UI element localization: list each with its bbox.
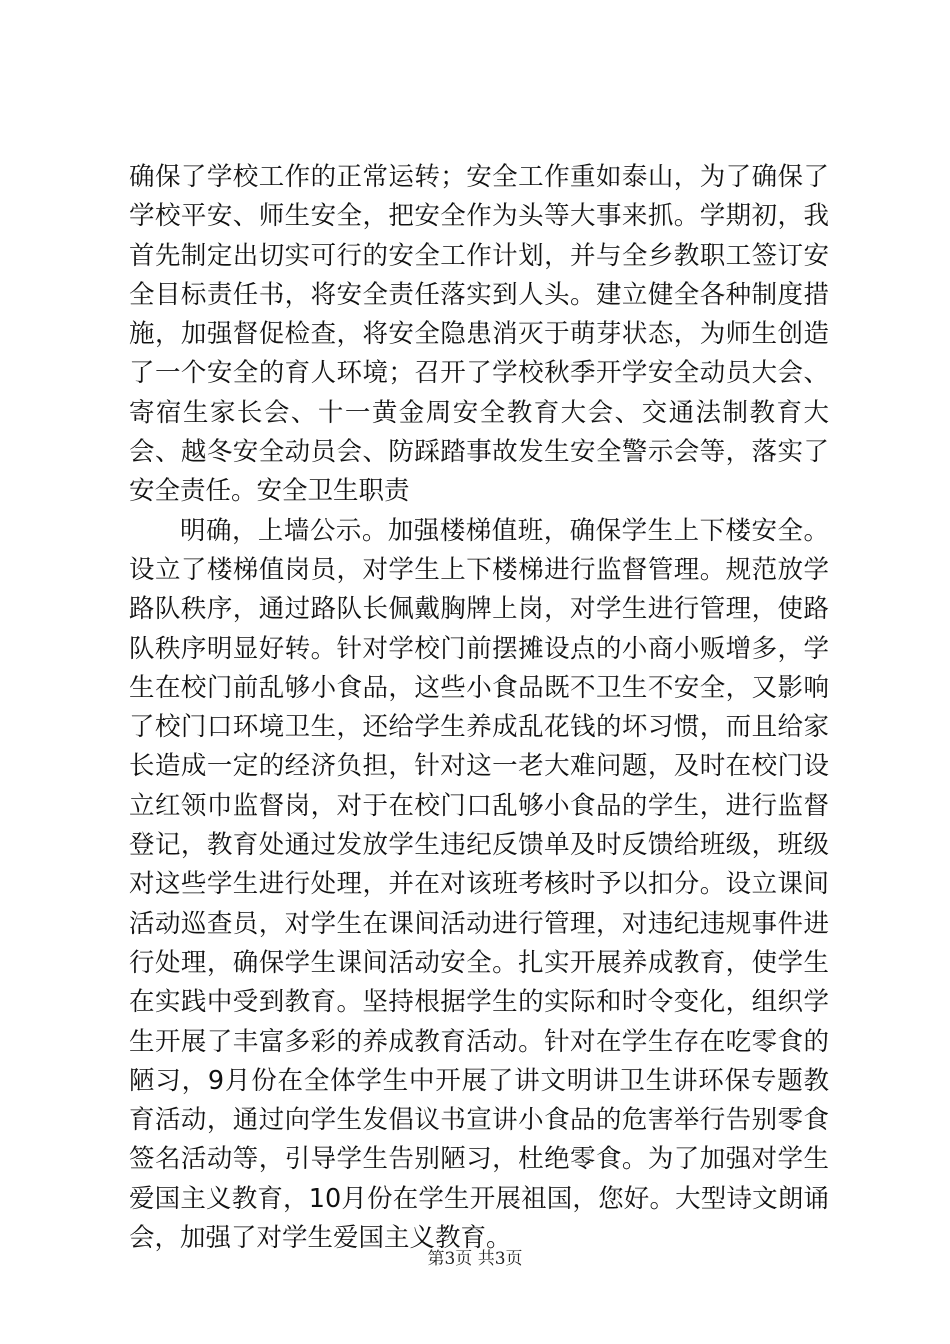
document-body [129, 158, 829, 1258]
paragraph-2: 明确，上墙公示。加强楼梯值班，确保学生上下楼安全。设立了楼梯值岗员，对学生上下楼梯进行监督管理。规范放学路队秩序，通过路队长佩戴胸牌上岗，对学生进行管理，使路队秩序明显好转。针对学校门前摆摊设点的小商小贩增多，学生在校门前乱够小食品，这些小食品既不卫生不安全，又影响了校门口环境卫生，还给学生养成乱花钱的坏习惯，而且给家长造成一定的经济负担，针对这一老大难问题，及时在校门设立红领巾监督岗，对于在校门口乱够小食品的学生，进行监督登记，教育处通过发放学生违纪反馈单及时反馈给班级，班级对这些学生进行处理，并在对该班考核时予以扣分。设立课间活动巡查员，对学生在课间活动进行管理，对违纪违规事件进行处理，确保学生课间活动安全。扎实开展养成教育，使学生在实践中受到教育。坚持根据学生的实际和时令变化，组织学生开展了丰富多彩的养成教育活动。针对在学生存在吃零食的陋习，9月份在全体学生中开展了讲文明讲卫生讲环保专题教育活动，通过向学生发倡议书宣讲小食品的危害举行告别零食签名活动等，引导学生告别陋习，杜绝零食。为了加强对学生爱国主义教育，10月份在学生开展祖国，您好。大型诗文朗诵会，加强了对学生爱国主义教育。 [129, 515, 829, 1254]
page-footer: 第3页 共3页 [427, 1249, 523, 1269]
paragraph-1: 确保了学校工作的正常运转；安全工作重如泰山，为了确保了学校平安、师生安全，把安全作为头等大事来抓。学期初，我首先制定出切实可行的安全工作计划，并与全乡教职工签订安全目标责任书，将安全责任落实到人头。建立健全各种制度措施，加强督促检查，将安全隐患消灭于萌芽状态，为师生创造了一个安全的育人环境；召开了学校秋季开学安全动员大会、寄宿生家长会、十一黄金周安全教育大会、交通法制教育大会、越冬安全动员会、防踩踏事故发生安全警示会等，落实了安全责任。安全卫生职责 [129, 162, 829, 507]
